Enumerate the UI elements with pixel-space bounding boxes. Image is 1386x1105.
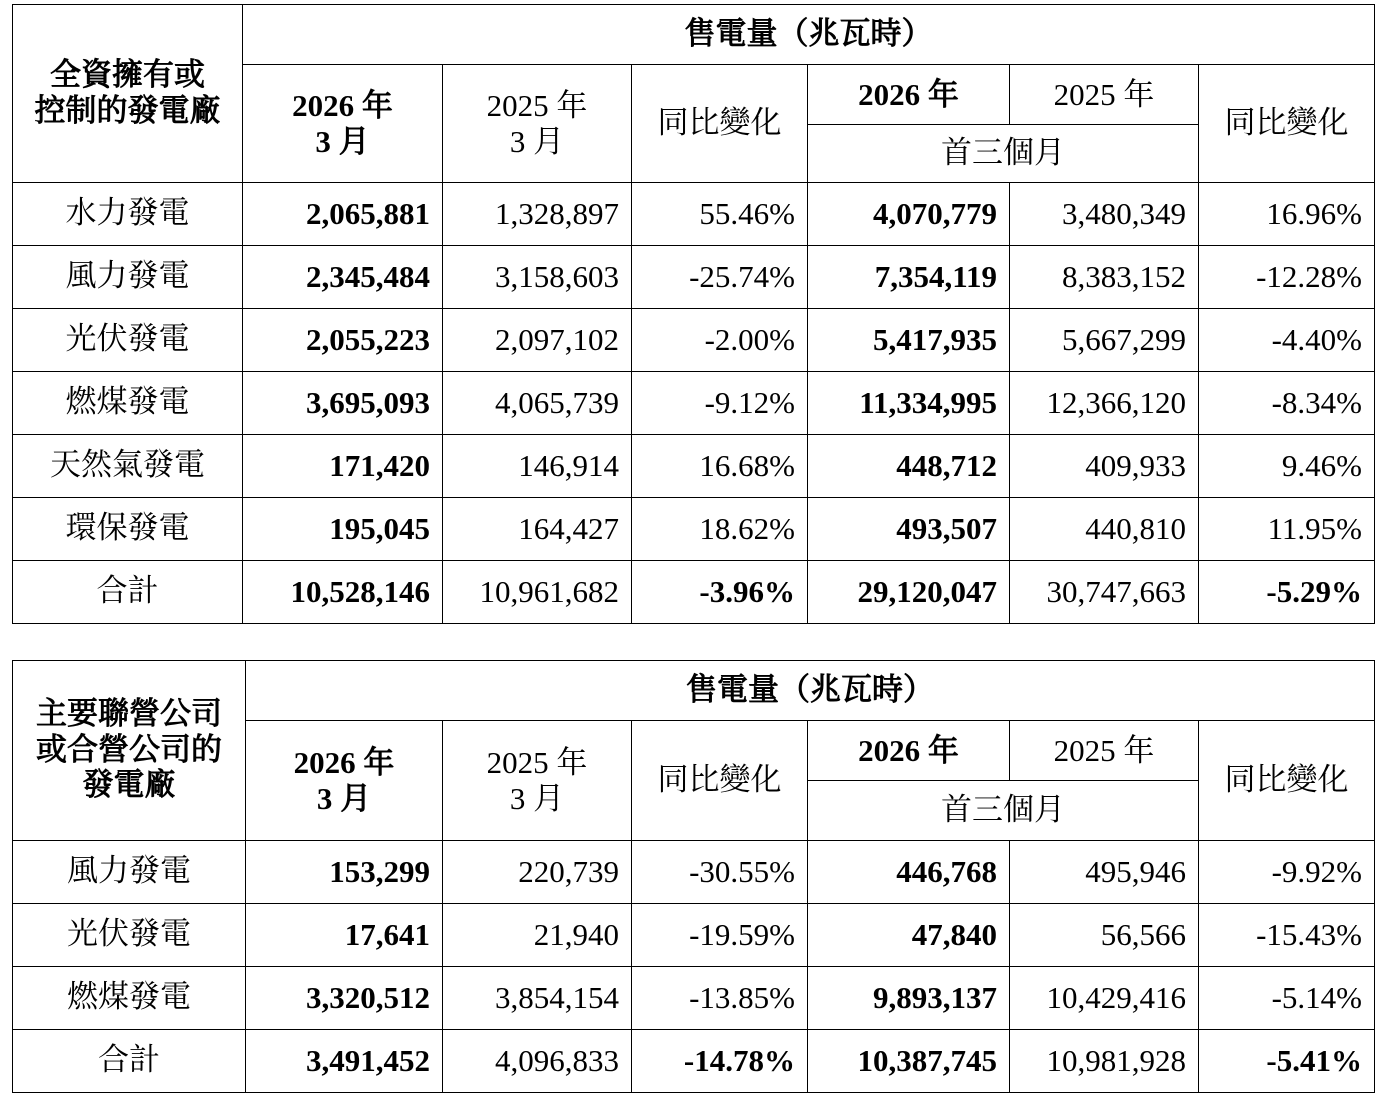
total-m26: 10,528,146	[243, 561, 443, 624]
col-header-year: 2026 年	[292, 87, 393, 123]
corner-header-line: 主要聯營公司	[36, 696, 222, 733]
cell-m25: 164,427	[443, 498, 632, 561]
cell-m25: 4,065,739	[443, 372, 632, 435]
sales-volume-group-header: 售電量（兆瓦時）	[246, 661, 1375, 721]
total-row	[13, 561, 1375, 624]
row-label: 天然氣發電	[13, 435, 243, 498]
row-label: 風力發電	[13, 841, 246, 904]
cell-y26: 446,768	[808, 841, 1010, 904]
corner-header	[13, 5, 243, 183]
cell-y25: 5,667,299	[1010, 309, 1199, 372]
col-header-month: 3 月	[315, 123, 370, 159]
row-label: 燃煤發電	[13, 967, 246, 1030]
total-m26: 3,491,452	[246, 1030, 443, 1093]
table-row	[13, 435, 1375, 498]
col-header-ytd-yoy: 同比變化	[1199, 721, 1375, 841]
cell-m26: 2,065,881	[243, 183, 443, 246]
total-y26: 29,120,047	[808, 561, 1010, 624]
cell-yyoy: -9.92%	[1199, 841, 1375, 904]
col-header-year: 2025 年	[486, 744, 588, 780]
col-header-ytd-2025: 2025 年	[1010, 65, 1199, 125]
cell-y25: 440,810	[1010, 498, 1199, 561]
cell-y25: 409,933	[1010, 435, 1199, 498]
corner-header-line: 或合營公司的	[36, 731, 222, 768]
col-header-month-2025	[443, 721, 632, 841]
cell-yyoy: 11.95%	[1199, 498, 1375, 561]
cell-myoy: -9.12%	[632, 372, 808, 435]
cell-y26: 493,507	[808, 498, 1010, 561]
cell-myoy: 18.62%	[632, 498, 808, 561]
total-m25: 10,961,682	[443, 561, 632, 624]
cell-m26: 3,695,093	[243, 372, 443, 435]
col-header-first-three-months: 首三個月	[808, 125, 1199, 183]
cell-myoy: -13.85%	[632, 967, 808, 1030]
row-label: 光伏發電	[13, 904, 246, 967]
row-label: 風力發電	[13, 246, 243, 309]
cell-m26: 3,320,512	[246, 967, 443, 1030]
cell-y26: 4,070,779	[808, 183, 1010, 246]
corner-header-line: 全資擁有或	[50, 56, 205, 93]
cell-m25: 220,739	[443, 841, 632, 904]
cell-myoy: -19.59%	[632, 904, 808, 967]
sales-volume-group-header: 售電量（兆瓦時）	[243, 5, 1375, 65]
total-y26: 10,387,745	[808, 1030, 1010, 1093]
col-header-year: 2025 年	[486, 87, 588, 123]
cell-m26: 153,299	[246, 841, 443, 904]
col-header-ytd-2026: 2026 年	[808, 65, 1010, 125]
col-header-month-2025	[443, 65, 632, 183]
cell-m25: 2,097,102	[443, 309, 632, 372]
cell-y26: 47,840	[808, 904, 1010, 967]
cell-m25: 146,914	[443, 435, 632, 498]
total-myoy: -3.96%	[632, 561, 808, 624]
cell-m25: 1,328,897	[443, 183, 632, 246]
col-header-month: 3 月	[509, 123, 565, 159]
cell-yyoy: -4.40%	[1199, 309, 1375, 372]
cell-yyoy: -8.34%	[1199, 372, 1375, 435]
cell-yyoy: 16.96%	[1199, 183, 1375, 246]
cell-myoy: -30.55%	[632, 841, 808, 904]
cell-y25: 3,480,349	[1010, 183, 1199, 246]
table-row	[13, 841, 1375, 904]
col-header-month-2026	[246, 721, 443, 841]
cell-y26: 448,712	[808, 435, 1010, 498]
col-header-month-yoy: 同比變化	[632, 65, 808, 183]
row-label: 燃煤發電	[13, 372, 243, 435]
total-m25: 4,096,833	[443, 1030, 632, 1093]
col-header-ytd-2026: 2026 年	[808, 721, 1010, 781]
corner-header-line: 控制的發電廠	[34, 92, 221, 129]
cell-m26: 195,045	[243, 498, 443, 561]
table-row	[13, 967, 1375, 1030]
associate-jv-plants-sales-table	[12, 660, 1375, 1093]
total-yyoy: -5.29%	[1199, 561, 1375, 624]
total-yyoy: -5.41%	[1199, 1030, 1375, 1093]
total-y25: 10,981,928	[1010, 1030, 1199, 1093]
cell-myoy: -2.00%	[632, 309, 808, 372]
cell-m25: 21,940	[443, 904, 632, 967]
col-header-ytd-yoy: 同比變化	[1199, 65, 1375, 183]
cell-y26: 9,893,137	[808, 967, 1010, 1030]
corner-header	[13, 661, 246, 841]
cell-y25: 56,566	[1010, 904, 1199, 967]
cell-yyoy: -15.43%	[1199, 904, 1375, 967]
corner-header-line: 發電廠	[82, 767, 176, 804]
col-header-month: 3 月	[316, 780, 372, 816]
col-header-first-three-months: 首三個月	[808, 781, 1199, 841]
cell-y26: 5,417,935	[808, 309, 1010, 372]
table-row	[13, 498, 1375, 561]
cell-m26: 2,055,223	[243, 309, 443, 372]
cell-y26: 7,354,119	[808, 246, 1010, 309]
col-header-month-yoy: 同比變化	[632, 721, 808, 841]
cell-yyoy: -5.14%	[1199, 967, 1375, 1030]
cell-m26: 2,345,484	[243, 246, 443, 309]
table-row	[13, 183, 1375, 246]
table-row	[13, 246, 1375, 309]
cell-m25: 3,158,603	[443, 246, 632, 309]
table-row	[13, 372, 1375, 435]
cell-y25: 12,366,120	[1010, 372, 1199, 435]
cell-yyoy: -12.28%	[1199, 246, 1375, 309]
wholly-owned-plants-sales-table	[12, 4, 1375, 624]
total-label: 合計	[13, 561, 243, 624]
col-header-month-2026	[243, 65, 443, 183]
cell-y25: 8,383,152	[1010, 246, 1199, 309]
col-header-ytd-2025: 2025 年	[1010, 721, 1199, 781]
total-label: 合計	[13, 1030, 246, 1093]
cell-myoy: -25.74%	[632, 246, 808, 309]
cell-m25: 3,854,154	[443, 967, 632, 1030]
total-row	[13, 1030, 1375, 1093]
total-y25: 30,747,663	[1010, 561, 1199, 624]
cell-myoy: 16.68%	[632, 435, 808, 498]
cell-m26: 17,641	[246, 904, 443, 967]
cell-yyoy: 9.46%	[1199, 435, 1375, 498]
cell-myoy: 55.46%	[632, 183, 808, 246]
row-label: 光伏發電	[13, 309, 243, 372]
cell-y26: 11,334,995	[808, 372, 1010, 435]
col-header-month: 3 月	[509, 780, 565, 816]
cell-m26: 171,420	[243, 435, 443, 498]
row-label: 水力發電	[13, 183, 243, 246]
table-row	[13, 309, 1375, 372]
table-row	[13, 904, 1375, 967]
col-header-year: 2026 年	[293, 744, 395, 780]
total-myoy: -14.78%	[632, 1030, 808, 1093]
cell-y25: 10,429,416	[1010, 967, 1199, 1030]
row-label: 環保發電	[13, 498, 243, 561]
cell-y25: 495,946	[1010, 841, 1199, 904]
